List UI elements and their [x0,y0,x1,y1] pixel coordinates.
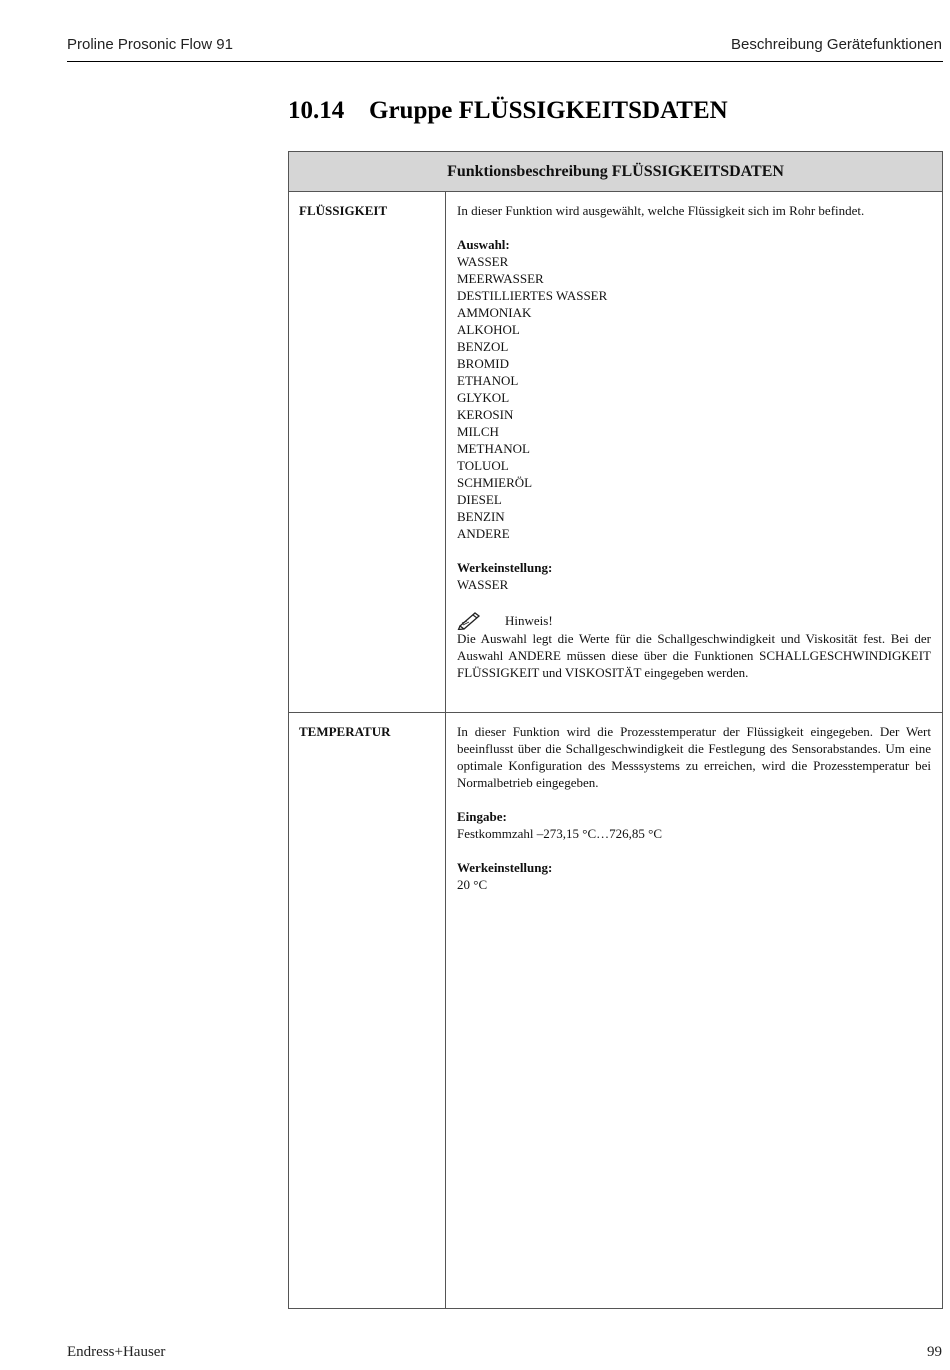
footer-company: Endress+Hauser [67,1344,166,1360]
header-chapter-title: Beschreibung Gerätefunktionen [731,36,942,53]
table-heading: Funktionsbeschreibung FLÜSSIGKEITSDATEN [289,152,943,192]
default-label: Werkeinstellung: [457,560,553,575]
list-item: BENZIN [457,509,505,524]
list-item: ETHANOL [457,373,519,388]
pencil-note-icon [457,610,483,630]
list-item: AMMONIAK [457,305,532,320]
table-header-row [289,152,943,192]
selection-block [457,236,931,542]
note-header [457,610,931,630]
list-item: METHANOL [457,441,530,456]
table-row [289,192,943,713]
selection-label: Auswahl: [457,237,510,252]
list-item: BROMID [457,356,510,371]
section-title-text: Gruppe FLÜSSIGKEITSDATEN [369,97,728,124]
list-item: WASSER [457,254,509,269]
list-item: BENZOL [457,339,509,354]
table-row [289,713,943,1309]
list-item: KEROSIN [457,407,514,422]
function-name: TEMPERATUR [289,713,446,1309]
input-value: Festkommzahl –273,15 °C…726,85 °C [457,826,663,841]
list-item: SCHMIERÖL [457,475,533,490]
function-description [446,192,943,713]
input-block [457,808,931,842]
function-intro: In dieser Funktion wird die Prozesstemperatur der Flüssigkeit eingegeben. Der Wert beeinflusst über die Schallgeschwindigkeit die Festlegung des Sensorabstandes. Um eine optimale Konfiguration des Messsystems zu erreichen, wird die Prozesstemperatur bei Normalbetrieb eingegeben. [457,724,931,790]
note-title: Hinweis! [505,612,553,628]
default-value: WASSER [457,577,509,592]
default-block [457,859,931,893]
default-block [457,559,931,593]
list-item: MILCH [457,424,499,439]
function-description [446,713,943,1309]
header-product-name: Proline Prosonic Flow 91 [67,36,233,53]
input-label: Eingabe: [457,809,507,824]
header-divider [67,61,943,62]
section-number: 10.14 [288,97,345,124]
list-item: TOLUOL [457,458,509,473]
list-item: GLYKOL [457,390,510,405]
default-value: 20 °C [457,877,488,892]
function-intro: In dieser Funktion wird ausgewählt, welche Flüssigkeit sich im Rohr befindet. [457,203,865,218]
list-item: MEERWASSER [457,271,544,286]
page-number: 99 [927,1344,942,1360]
function-table [288,151,943,1309]
note-text: Die Auswahl legt die Werte für die Schallgeschwindigkeit und Viskosität fest. Bei der Auswahl ANDERE müssen diese über die Funktionen SCHALLGESCHWINDIGKEIT FLÜSSIGKEIT und VISKOSITÄT eingegeben werden. [457,631,931,680]
section-title [288,97,728,125]
list-item: DIESEL [457,492,502,507]
list-item: ALKOHOL [457,322,520,337]
function-name: FLÜSSIGKEIT [289,192,446,713]
list-item: ANDERE [457,526,510,541]
default-label: Werkeinstellung: [457,860,553,875]
selection-list [457,253,931,542]
list-item: DESTILLIERTES WASSER [457,288,608,303]
